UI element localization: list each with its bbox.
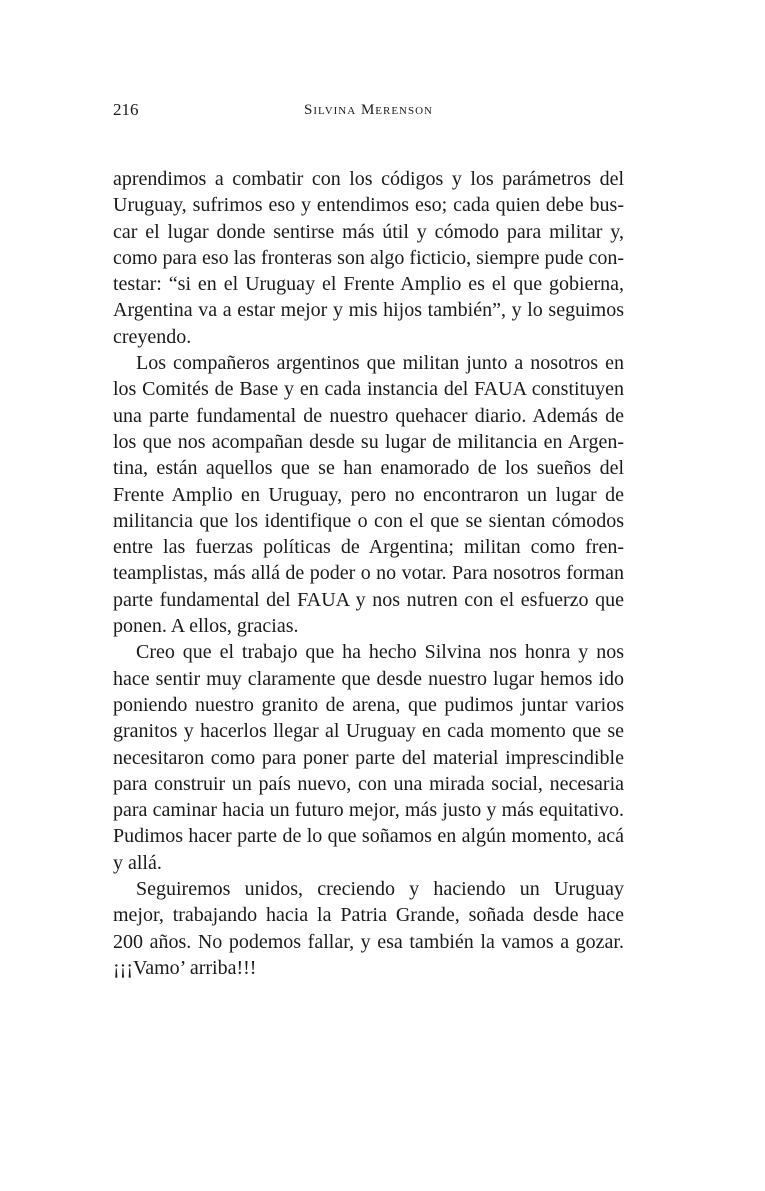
paragraph-4: Seguiremos unidos, creciendo y haciendo un Uruguay mejor, trabajando hacia la Patria Grande, soñada desde hace 200 años. No podemos fallar, y esa también la vamos a gozar. ¡¡¡Vamo’ arriba!!! — [113, 878, 624, 979]
paragraph-1: aprendimos a combatir con los códigos y los parámetros del Uruguay, sufrimos eso y entendimos eso; cada quien debe buscar el lugar donde sentirse más útil y cómodo para militar y, como para eso las fronteras son algo ficticio, siempre pude contestar: “si en el Uruguay el Frente Amplio es el que gobierna, Argentina va a estar mejor y mis hijos también”, y lo seguimos creyendo. — [113, 168, 624, 348]
running-title: Silvina Merenson — [303, 102, 434, 118]
running-head — [113, 98, 624, 122]
paragraph-3: Creo que el trabajo que ha hecho Silvina nos honra y nos hace sentir muy claramente que desde nuestro lugar hemos ido poniendo nuestro granito de arena, que pudimos juntar varios granitos y hacerlos llegar al Uruguay en cada momento que se necesitaron como para poner parte del material imprescindible para construir un país nuevo, con una mirada social, necesaria para caminar hacia un futuro mejor, más justo y más equitativo. Pudimos hacer parte de lo que soñamos en algún momento, acá y allá. — [113, 641, 624, 874]
body-text — [113, 166, 624, 981]
paragraph-2: Los compañeros argentinos que militan junto a nosotros en los Comités de Base y en cada instancia del FAUA constituyen una parte fundamental de nuestro quehacer diario. Además de los que nos acompañan desde su lugar de militancia en Argentina, están aquellos que se han enamorado de los sueños del Frente Amplio en Uruguay, pero no encontraron un lugar de militancia que los identifique o con el que se sientan cómodos entre las fuerzas políticas de Argentina; militan como frenteamplistas, más allá de poder o no votar. Para nosotros forman parte fundamental del FAUA y nos nutren con el esfuerzo que ponen. A ellos, gracias. — [113, 352, 624, 638]
page-number: 216 — [113, 100, 139, 119]
